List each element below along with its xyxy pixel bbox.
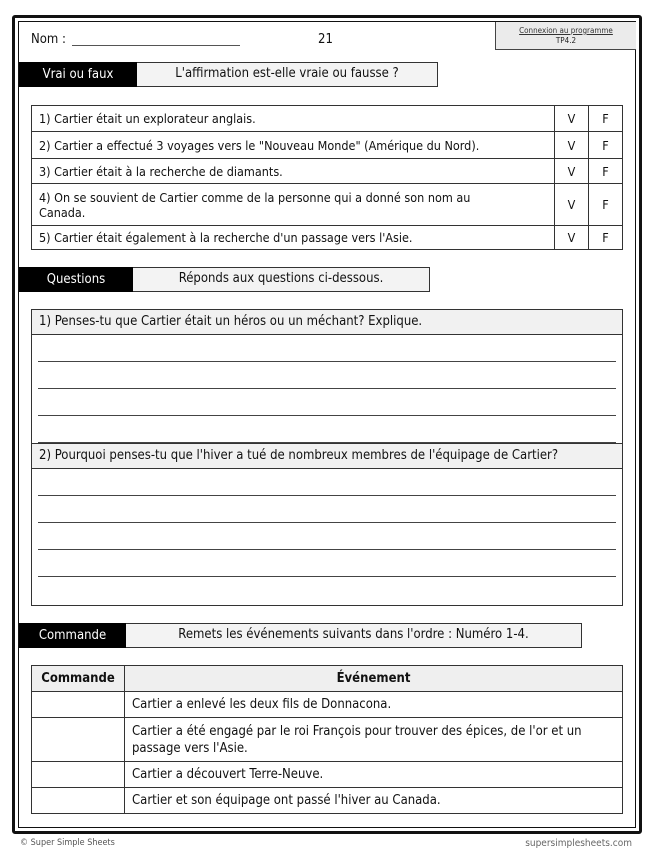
true-option[interactable]: V — [555, 184, 589, 226]
statement: 5) Cartier était également à la recherche d'un passage vers l'Asie. — [32, 226, 555, 250]
column-header-event: Événement — [125, 666, 623, 692]
event-text: Cartier a enlevé les deux fils de Donnacona. — [125, 692, 623, 718]
table-header-row — [32, 666, 623, 692]
table-row — [32, 184, 623, 226]
program-link[interactable]: Connexion au programme — [519, 26, 613, 35]
false-option[interactable]: F — [589, 106, 623, 132]
false-option[interactable]: F — [589, 132, 623, 159]
questions-box — [31, 309, 623, 606]
page-number: 21 — [318, 32, 333, 47]
questions-tag: Questions — [19, 267, 133, 292]
ordering-instruction: Remets les événements suivants dans l'ordre : Numéro 1-4. — [126, 623, 582, 648]
answer-line[interactable] — [38, 469, 616, 496]
name-input-line[interactable] — [72, 45, 240, 46]
website-link[interactable]: supersimplesheets.com — [525, 838, 632, 849]
answer-line[interactable] — [38, 550, 616, 577]
statement: 3) Cartier était à la recherche de diamants. — [32, 159, 555, 184]
answer-line[interactable] — [38, 362, 616, 389]
answer-line[interactable] — [38, 496, 616, 523]
answer-line[interactable] — [38, 416, 616, 443]
statement: 2) Cartier a effectué 3 voyages vers le "Nouveau Monde" (Amérique du Nord). — [32, 132, 555, 159]
questions-section-header — [19, 267, 430, 292]
ordering-section-header — [19, 623, 582, 648]
order-number-input[interactable] — [32, 788, 125, 814]
true-option[interactable]: V — [555, 226, 589, 250]
true-false-tag: Vrai ou faux — [19, 62, 137, 87]
ordering-tag: Commande — [19, 623, 126, 648]
order-number-input[interactable] — [32, 718, 125, 762]
table-row — [32, 718, 623, 762]
table-row — [32, 159, 623, 184]
question-2-text: 2) Pourquoi penses-tu que l'hiver a tué de nombreux membres de l'équipage de Cartier? — [32, 443, 622, 469]
event-text: Cartier a été engagé par le roi François pour trouver des épices, de l'or et un passage vers l'Asie. — [125, 718, 623, 762]
true-false-section-header — [19, 62, 438, 87]
table-row — [32, 692, 623, 718]
program-connection-box — [495, 22, 636, 50]
false-option[interactable]: F — [589, 226, 623, 250]
answer-line[interactable] — [38, 389, 616, 416]
table-row — [32, 106, 623, 132]
false-option[interactable]: F — [589, 159, 623, 184]
table-row — [32, 226, 623, 250]
order-number-input[interactable] — [32, 692, 125, 718]
true-false-table — [31, 105, 623, 250]
table-row — [32, 132, 623, 159]
true-false-instruction: L'affirmation est-elle vraie ou fausse ? — [137, 62, 438, 87]
answer-line[interactable] — [38, 523, 616, 550]
true-option[interactable]: V — [555, 106, 589, 132]
answer-line[interactable] — [38, 335, 616, 362]
column-header-order: Commande — [32, 666, 125, 692]
statement: 4) On se souvient de Cartier comme de la personne qui a donné son nom au Canada. — [32, 184, 555, 226]
copyright-text: © Super Simple Sheets — [20, 838, 115, 848]
question-1-text: 1) Penses-tu que Cartier était un héros ou un méchant? Explique. — [32, 310, 622, 335]
question-2-answer-area[interactable] — [32, 469, 622, 577]
ordering-table — [31, 665, 623, 814]
true-option[interactable]: V — [555, 159, 589, 184]
event-text: Cartier a découvert Terre-Neuve. — [125, 762, 623, 788]
table-row — [32, 762, 623, 788]
questions-instruction: Réponds aux questions ci-dessous. — [133, 267, 430, 292]
name-label: Nom : — [31, 32, 66, 47]
false-option[interactable]: F — [589, 184, 623, 226]
table-row — [32, 788, 623, 814]
event-text: Cartier et son équipage ont passé l'hiver au Canada. — [125, 788, 623, 814]
question-1-answer-area[interactable] — [32, 335, 622, 443]
true-option[interactable]: V — [555, 132, 589, 159]
order-number-input[interactable] — [32, 762, 125, 788]
statement: 1) Cartier était un explorateur anglais. — [32, 106, 555, 132]
program-code: TP4.2 — [555, 36, 577, 45]
